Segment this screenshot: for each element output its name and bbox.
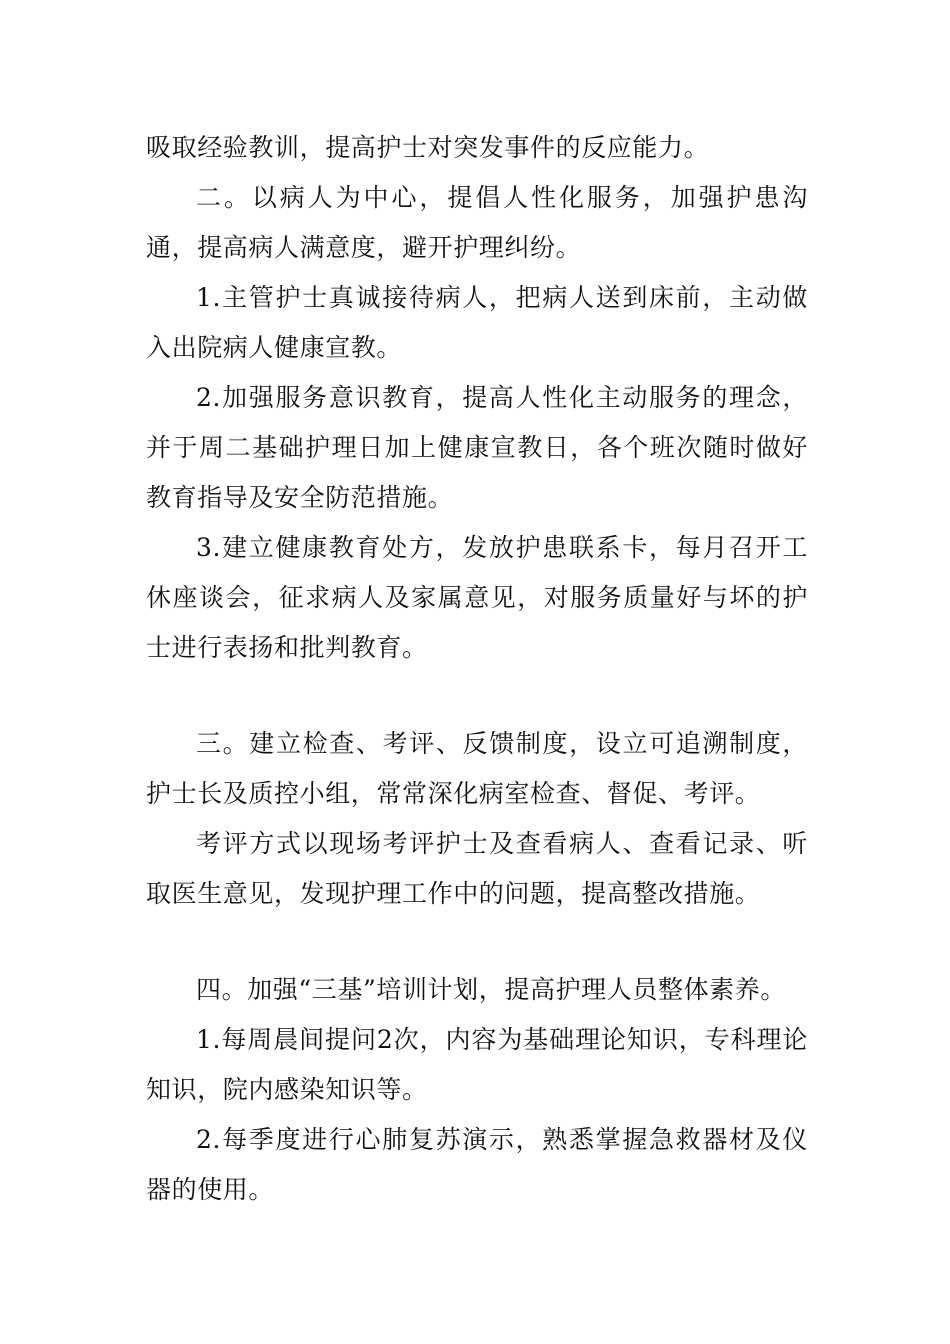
section-two-item-2: 2.加强服务意识教育，提高人性化主动服务的理念，并于周二基础护理日加上健康宣教日，各个班次随时做好教育指导及安全防范措施。 — [146, 383, 808, 512]
section-two-item-3: 3.建立健康教育处方，发放护患联系卡，每月召开工休座谈会，征求病人及家属意见，对服务质量好与坏的护士进行表扬和批判教育。 — [146, 533, 808, 662]
section-four-item-2: 2.每季度进行心肺复苏演示，熟悉掌握急救器材及仪器的使用。 — [146, 1125, 808, 1204]
paragraph-gap — [146, 673, 808, 719]
document-body — [146, 123, 808, 1215]
section-two-item-1: 1.主管护士真诚接待病人，把病人送到床前，主动做入出院病人健康宣教。 — [146, 283, 808, 362]
section-three-detail: 考评方式以现场考评护士及查看病人、查看记录、听取医生意见，发现护理工作中的问题，提高整改措施。 — [146, 829, 808, 908]
section-four-heading: 四。加强“三基”培训计划，提高护理人员整体素养。 — [196, 975, 786, 1004]
section-two-heading: 二。以病人为中心，提倡人性化服务，加强护患沟通，提高病人满意度，避开护理纠纷。 — [146, 183, 808, 262]
paragraph-continuation: 吸取经验教训，提高护士对突发事件的反应能力。 — [146, 133, 710, 162]
section-three-heading: 三。建立检查、考评、反馈制度，设立可追溯制度，护士长及质控小组，常常深化病室检查、督促、考评。 — [146, 729, 808, 808]
section-four-item-1: 1.每周晨间提问2次，内容为基础理论知识，专科理论知识，院内感染知识等。 — [146, 1025, 808, 1104]
paragraph-gap — [146, 919, 808, 965]
